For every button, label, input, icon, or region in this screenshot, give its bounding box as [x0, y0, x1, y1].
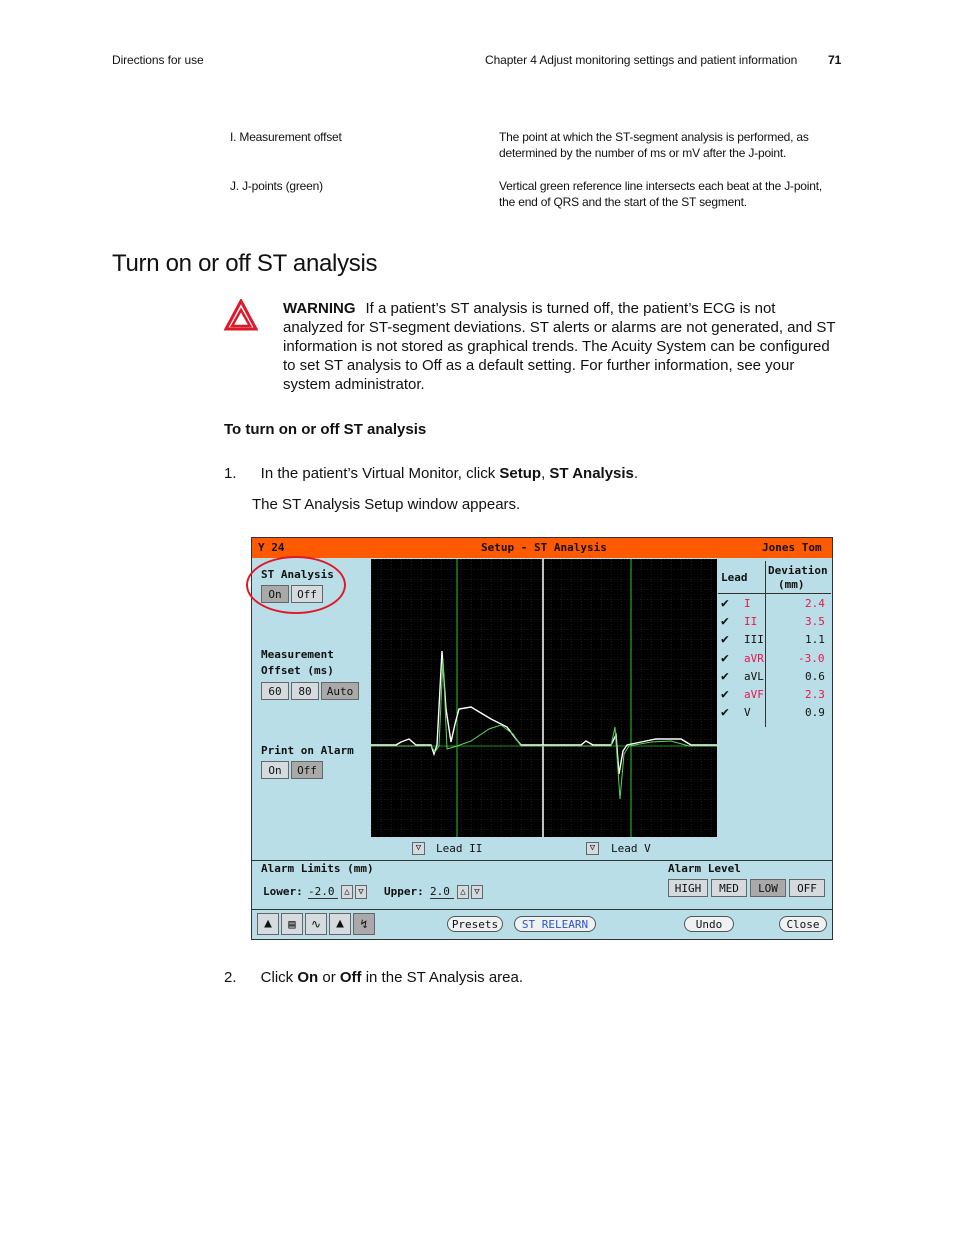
- st-analysis-off-button[interactable]: Off: [291, 585, 323, 603]
- alarm-suspend-icon[interactable]: ▲: [329, 913, 351, 935]
- procedure-title: To turn on or off ST analysis: [224, 421, 427, 438]
- definition-desc: Vertical green reference line intersects each beat at the J-point, the end of QRS and the start of the ST segment.: [499, 179, 822, 209]
- patient-info-icon[interactable]: ▤: [281, 913, 303, 935]
- deviation-row: ✔ III 1.1: [721, 632, 825, 647]
- upper-label: Upper:: [384, 885, 424, 898]
- offset-auto-button[interactable]: Auto: [321, 682, 359, 700]
- deviation-row: ✔ II 3.5: [721, 614, 825, 629]
- lead-right-dropdown-icon[interactable]: ▽: [586, 842, 599, 855]
- offset-60-button[interactable]: 60: [261, 682, 289, 700]
- ecg-grid: [371, 559, 717, 837]
- definition-desc: The point at which the ST-segment analysis is performed, as determined by the number of ms or mV after the J-point.: [499, 130, 809, 160]
- step-1: 1. In the patient’s Virtual Monitor, click Setup, ST Analysis.: [224, 465, 639, 482]
- print-off-button[interactable]: Off: [291, 761, 323, 779]
- highlight-circle: [246, 556, 346, 614]
- print-on-button[interactable]: On: [261, 761, 289, 779]
- alarm-level-high-button[interactable]: HIGH: [668, 879, 708, 897]
- checkbox-checked-icon[interactable]: ✔: [721, 651, 729, 666]
- lower-increase-icon[interactable]: △: [341, 885, 353, 899]
- undo-button[interactable]: Undo: [684, 916, 734, 932]
- ecg-waveform-display: [371, 559, 717, 837]
- step-2: 2. Click On or Off in the ST Analysis area.: [224, 969, 524, 986]
- alarm-level-low-button[interactable]: LOW: [750, 879, 786, 897]
- offset-label-units: Offset (ms): [261, 664, 334, 677]
- checkbox-checked-icon[interactable]: ✔: [721, 614, 729, 629]
- lower-label: Lower:: [263, 885, 303, 898]
- warning-icon: [224, 299, 258, 331]
- st-analysis-icon[interactable]: ↯: [353, 913, 375, 935]
- page-number: 71: [828, 53, 842, 67]
- st-analysis-label: ST Analysis: [261, 568, 334, 581]
- deviation-table: [718, 561, 831, 727]
- lower-decrease-icon[interactable]: ▽: [355, 885, 367, 899]
- presets-button[interactable]: Presets: [447, 916, 503, 932]
- lead-right-label: Lead V: [611, 842, 651, 855]
- running-header-left: Directions for use: [112, 53, 204, 67]
- alarm-level-med-button[interactable]: MED: [711, 879, 747, 897]
- lead-column-header: Lead: [721, 571, 748, 584]
- checkbox-checked-icon[interactable]: ✔: [721, 669, 729, 684]
- step-1-result: The ST Analysis Setup window appears.: [252, 496, 521, 513]
- upper-limit-field[interactable]: 2.0: [430, 885, 454, 899]
- lower-limit-field[interactable]: -2.0: [308, 885, 338, 899]
- st-analysis-on-button[interactable]: On: [261, 585, 289, 603]
- close-button[interactable]: Close: [779, 916, 827, 932]
- warning-text: If a patient’s ST analysis is turned off, the patient’s ECG is not analyzed for ST-segment deviations. ST alerts or alarms are not generated, and ST information is not stored as graphical trends. The Acuity System can be configured to set ST analysis to Off as a default setting. For further information, see your system administrator.: [283, 300, 836, 393]
- definition-term: I. Measurement offset: [230, 130, 342, 144]
- deviation-row: ✔ aVL 0.6: [721, 669, 825, 684]
- alarm-limits-label: Alarm Limits (mm): [261, 862, 374, 875]
- deviation-units: (mm): [778, 578, 805, 591]
- st-relearn-button[interactable]: ST RELEARN: [514, 916, 596, 932]
- alarm-level-off-button[interactable]: OFF: [789, 879, 825, 897]
- checkbox-checked-icon[interactable]: ✔: [721, 705, 729, 720]
- warning-label: WARNING: [283, 300, 356, 317]
- window-title-bar: [252, 538, 832, 558]
- print-on-alarm-label: Print on Alarm: [261, 744, 354, 757]
- waveform-icon[interactable]: ∿: [305, 913, 327, 935]
- section-title: Turn on or off ST analysis: [112, 250, 378, 277]
- checkbox-checked-icon[interactable]: ✔: [721, 632, 729, 647]
- warning-block: [283, 299, 838, 394]
- bed-label: Y 24: [258, 541, 285, 554]
- alarm-level-label: Alarm Level: [668, 862, 741, 875]
- lead-left-label: Lead II: [436, 842, 483, 855]
- definition-term: J. J-points (green): [230, 179, 323, 193]
- deviation-row: ✔ V 0.9: [721, 705, 825, 720]
- alarms-bell-icon[interactable]: ▲: [257, 913, 279, 935]
- window-title: Setup - ST Analysis: [481, 541, 607, 554]
- deviation-row: ✔ aVR -3.0: [721, 651, 825, 666]
- deviation-column-header: Deviation: [768, 564, 828, 577]
- running-header-chapter: Chapter 4 Adjust monitoring settings and patient information: [485, 53, 798, 67]
- lead-left-dropdown-icon[interactable]: ▽: [412, 842, 425, 855]
- patient-name: Jones Tom: [762, 541, 822, 554]
- checkbox-checked-icon[interactable]: ✔: [721, 596, 729, 611]
- checkbox-checked-icon[interactable]: ✔: [721, 687, 729, 702]
- offset-label: Measurement: [261, 648, 334, 661]
- upper-increase-icon[interactable]: △: [457, 885, 469, 899]
- offset-80-button[interactable]: 80: [291, 682, 319, 700]
- deviation-row: ✔ aVF 2.3: [721, 687, 825, 702]
- upper-decrease-icon[interactable]: ▽: [471, 885, 483, 899]
- deviation-row: ✔ I 2.4: [721, 596, 825, 611]
